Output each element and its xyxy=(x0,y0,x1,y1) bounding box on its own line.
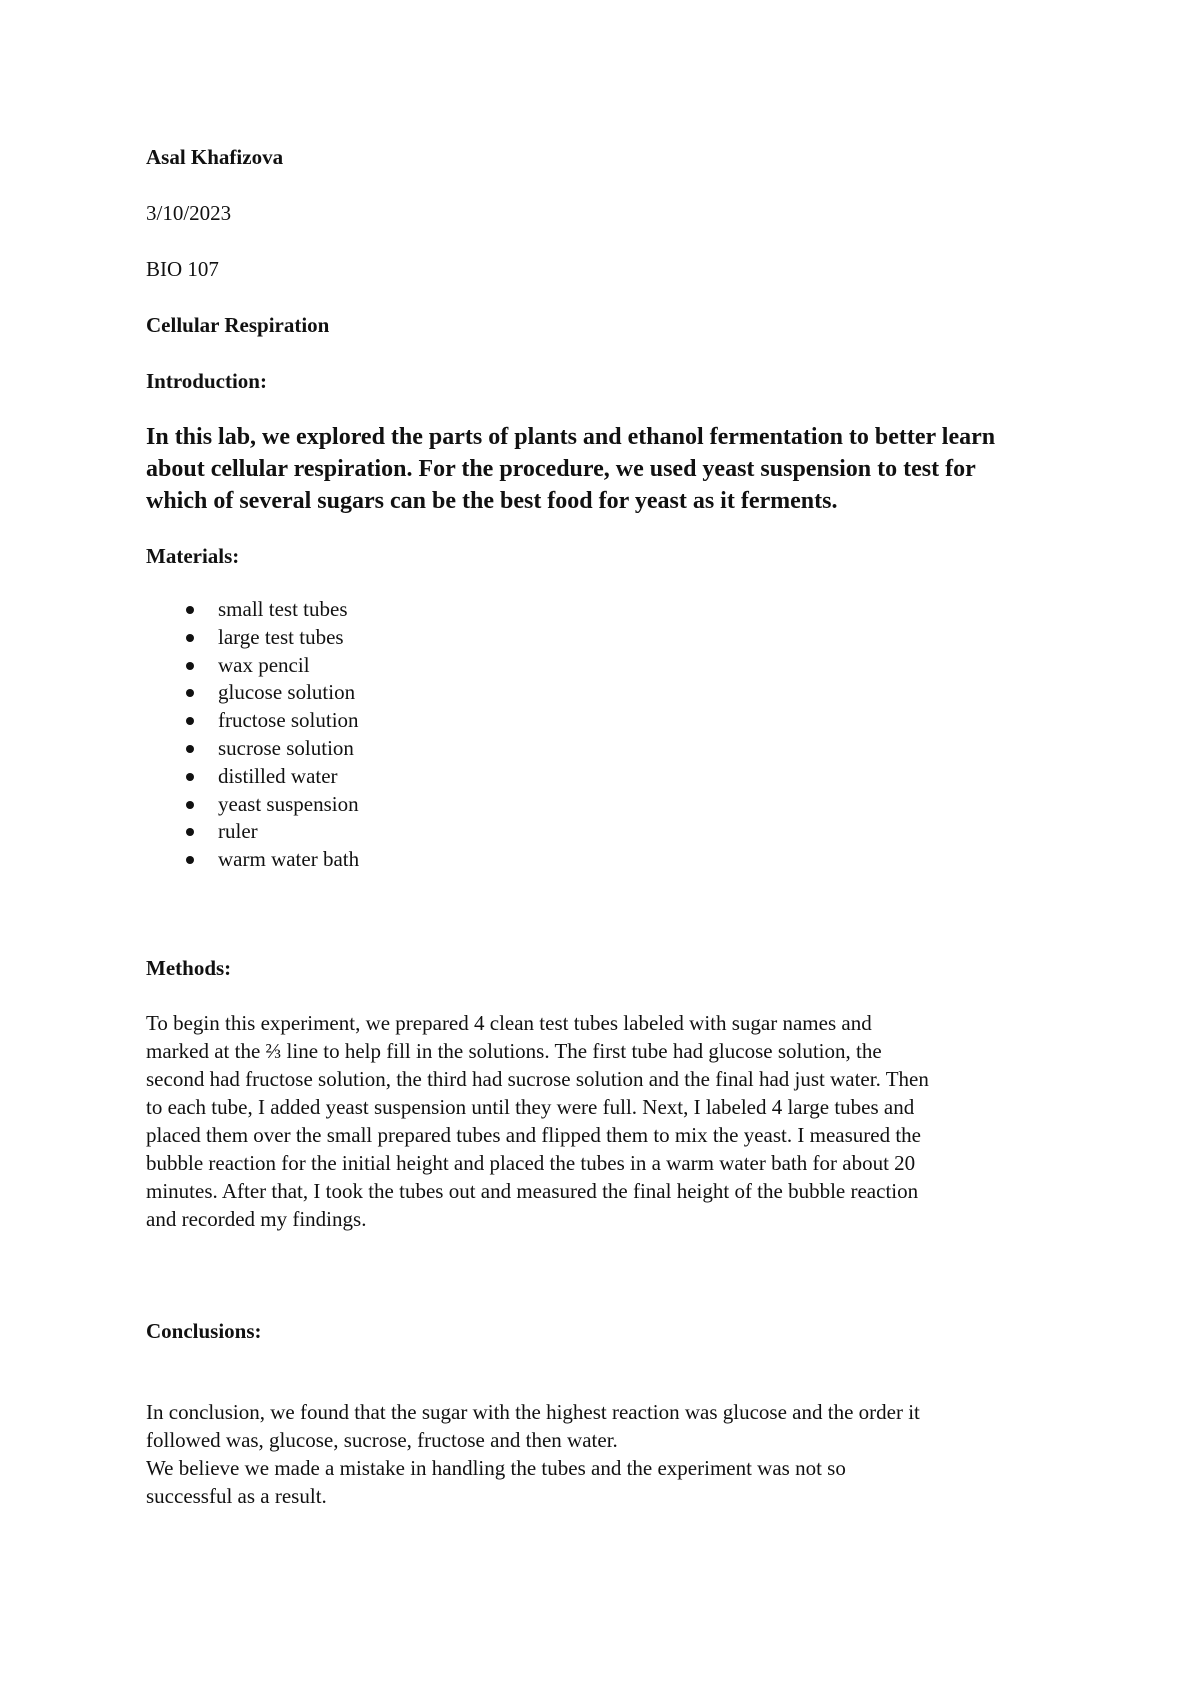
methods-line: placed them over the small prepared tubes and flipped them to mix the yeast. I measured the xyxy=(146,1122,921,1147)
bullet-icon xyxy=(186,856,194,864)
methods-line: minutes. After that, I took the tubes out and measured the final height of the bubble reaction xyxy=(146,1178,919,1203)
bullet-icon xyxy=(186,662,194,670)
materials-list xyxy=(146,596,1066,874)
material-label: distilled water xyxy=(218,763,338,788)
list-item xyxy=(146,846,1066,874)
conclusions-line: We believe we made a mistake in handling the tubes and the experiment was not so xyxy=(146,1455,846,1480)
methods-line: and recorded my findings. xyxy=(146,1206,367,1231)
conclusions-line: In conclusion, we found that the sugar with the highest reaction was glucose and the order it xyxy=(146,1399,920,1424)
list-item xyxy=(146,707,1066,735)
methods-line: To begin this experiment, we prepared 4 clean test tubes labeled with sugar names and xyxy=(146,1010,872,1035)
bullet-icon xyxy=(186,773,194,781)
methods-heading: Methods: xyxy=(146,955,232,980)
introduction-line: about cellular respiration. For the procedure, we used yeast suspension to test for xyxy=(146,456,976,482)
bullet-icon xyxy=(186,606,194,614)
author-name: Asal Khafizova xyxy=(146,145,284,169)
material-label: sucrose solution xyxy=(218,735,354,760)
introduction-heading: Introduction: xyxy=(146,369,267,393)
list-item xyxy=(146,652,1066,680)
material-label: fructose solution xyxy=(218,708,359,733)
material-label: yeast suspension xyxy=(218,791,359,816)
methods-line: marked at the ⅔ line to help fill in the solutions. The first tube had glucose solution, the xyxy=(146,1038,882,1063)
bullet-icon xyxy=(186,828,194,836)
material-label: wax pencil xyxy=(218,652,310,677)
bullet-icon xyxy=(186,745,194,753)
conclusions-paragraph xyxy=(146,1398,1066,1510)
document-body xyxy=(146,144,1066,1510)
methods-line: to each tube, I added yeast suspension until they were full. Next, I labeled 4 large tubes and xyxy=(146,1094,915,1119)
list-item xyxy=(146,763,1066,791)
list-item xyxy=(146,818,1066,846)
methods-paragraph xyxy=(146,1009,1066,1233)
conclusions-line: successful as a result. xyxy=(146,1483,327,1508)
materials-heading: Materials: xyxy=(146,544,240,568)
bullet-icon xyxy=(186,634,194,642)
material-label: large test tubes xyxy=(218,624,344,649)
material-label: ruler xyxy=(218,819,258,844)
introduction-paragraph xyxy=(146,421,1066,517)
list-item xyxy=(146,735,1066,763)
material-label: glucose solution xyxy=(218,680,356,705)
methods-line: second had fructose solution, the third had sucrose solution and the final had just water. Then xyxy=(146,1066,929,1091)
material-label: small test tubes xyxy=(218,597,348,621)
bullet-icon xyxy=(186,717,194,725)
list-item xyxy=(146,791,1066,819)
bullet-icon xyxy=(186,801,194,809)
conclusions-heading: Conclusions: xyxy=(146,1318,262,1343)
document-date: 3/10/2023 xyxy=(146,201,232,225)
course-code: BIO 107 xyxy=(146,257,219,281)
document-title: Cellular Respiration xyxy=(146,313,330,337)
methods-line: bubble reaction for the initial height and placed the tubes in a warm water bath for about 20 xyxy=(146,1150,916,1175)
list-item xyxy=(146,596,1066,624)
list-item xyxy=(146,679,1066,707)
conclusions-line: followed was, glucose, sucrose, fructose and then water. xyxy=(146,1427,618,1452)
list-item xyxy=(146,624,1066,652)
introduction-line: which of several sugars can be the best food for yeast as it ferments. xyxy=(146,488,838,514)
material-label: warm water bath xyxy=(218,847,360,872)
introduction-line: In this lab, we explored the parts of plants and ethanol fermentation to better learn xyxy=(146,424,996,450)
bullet-icon xyxy=(186,689,194,697)
